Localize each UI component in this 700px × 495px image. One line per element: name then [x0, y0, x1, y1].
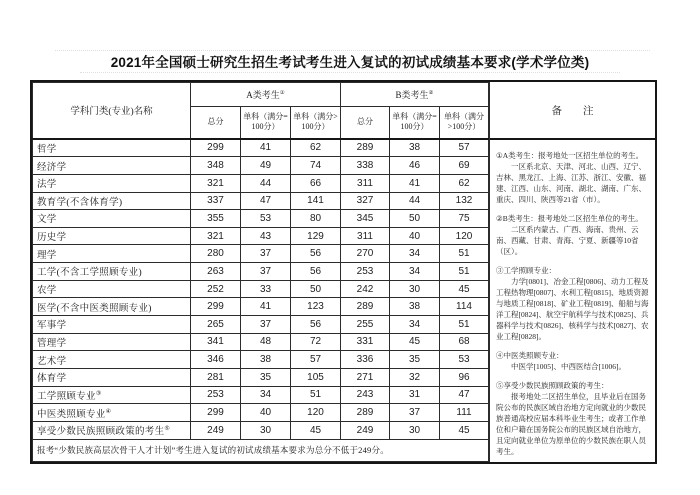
score-cell: 44 [241, 174, 291, 192]
score-cell: 348 [191, 157, 241, 175]
score-cell: 43 [241, 227, 291, 245]
score-cell: 56 [291, 316, 341, 334]
score-cell: 50 [291, 280, 341, 298]
table-row [33, 368, 489, 386]
score-cell: 355 [191, 210, 241, 228]
subject-cell: 理学 [33, 245, 191, 263]
remark-line: ②B类考生：报考地处二区招生单位的考生。 [496, 214, 643, 223]
watermark-line-under-title [80, 72, 620, 73]
table-row [33, 316, 489, 334]
score-cell: 56 [291, 263, 341, 281]
table-row [33, 227, 489, 245]
subject-cell: 哲学 [33, 139, 191, 157]
score-cell: 45 [440, 280, 489, 298]
remark-line: 一区系北京、天津、河北、山西、辽宁、吉林、黑龙江、上海、江苏、浙江、安徽、福建、江西、山东、河南、湖北、湖南、广东、重庆、四川、陕西等21省（市）。 [496, 162, 646, 204]
score-cell: 132 [440, 192, 489, 210]
score-cell: 40 [241, 404, 291, 422]
score-cell: 120 [440, 227, 489, 245]
score-cell: 341 [191, 333, 241, 351]
score-cell: 289 [341, 298, 390, 316]
score-cell: 50 [390, 210, 440, 228]
subject-cell: 法学 [33, 174, 191, 192]
subject-cell: 军事学 [33, 316, 191, 334]
header-single-eq100-a: 单科（满分=100分） [241, 107, 291, 139]
subject-cell: 文学 [33, 210, 191, 228]
subject-cell: 艺术学 [33, 351, 191, 369]
score-cell: 72 [291, 333, 341, 351]
score-cell: 265 [191, 316, 241, 334]
footer-note: 报考“少数民族高层次骨干人才计划”考生进入复试的初试成绩基本要求为总分不低于249分。 [33, 439, 489, 461]
group-b-header [341, 83, 489, 107]
score-cell: 51 [440, 316, 489, 334]
table-row [33, 404, 489, 422]
score-cell: 80 [291, 210, 341, 228]
score-cell: 270 [341, 245, 390, 263]
subject-cell: 管理学 [33, 333, 191, 351]
subject-cell: 医学(不含中医类照顾专业) [33, 298, 191, 316]
remark-line: ①A类考生：报考地处一区招生单位的考生。 [496, 151, 644, 160]
page-title: 2021年全国硕士研究生招生考试考生进入复试的初试成绩基本要求(学术学位类) [110, 55, 590, 70]
score-table [30, 80, 657, 464]
remarks-content [490, 140, 655, 462]
score-cell: 47 [440, 386, 489, 404]
score-cell: 41 [241, 139, 291, 157]
subject-footnote-mark: ③ [95, 390, 102, 397]
score-cell: 289 [341, 404, 390, 422]
score-cell: 242 [341, 280, 390, 298]
score-cell: 30 [390, 280, 440, 298]
remarks-panel [489, 82, 655, 462]
score-cell: 263 [191, 263, 241, 281]
table-row [33, 333, 489, 351]
score-cell: 68 [440, 333, 489, 351]
score-cell: 271 [341, 368, 390, 386]
subject-cell: 工学(不含工学照顾专业) [33, 263, 191, 281]
score-cell: 34 [241, 386, 291, 404]
table-row [33, 245, 489, 263]
subject-cell: 农学 [33, 280, 191, 298]
remark-column-header: 备 注 [490, 82, 655, 140]
score-table-grid [32, 82, 489, 462]
score-cell: 62 [440, 174, 489, 192]
header-single-gt100-b: 单科（满分>100分） [440, 107, 489, 139]
score-cell: 35 [390, 351, 440, 369]
subject-footnote-mark: ⑤ [164, 426, 170, 433]
score-cell: 66 [291, 174, 341, 192]
score-cell: 321 [191, 174, 241, 192]
remark-line: ⑤享受少数民族照顾政策的考生： [496, 381, 609, 390]
score-cell: 281 [191, 368, 241, 386]
score-cell: 30 [241, 421, 291, 439]
group-a-header [191, 83, 341, 107]
header-total-a: 总分 [191, 107, 241, 139]
table-row [33, 386, 489, 404]
score-cell: 253 [191, 386, 241, 404]
score-cell: 51 [440, 263, 489, 281]
footer-note-row [33, 439, 489, 461]
header-total-b: 总分 [341, 107, 390, 139]
score-cell: 105 [291, 368, 341, 386]
subject-cell: 教育学(不含体育学) [33, 192, 191, 210]
remark-line: 力学[0801]、冶金工程[0806]、动力工程及工程热物理[0807]、水利工程[0815]、地质资源与地质工程[0818]、矿业工程[0819]、船舶与海洋工程[0824]、航空宇航科学与技术[0825]、兵器科学与技术[0826]、核科学与技术[0827]、农业工程[0828]。 [496, 277, 649, 341]
score-cell: 38 [390, 298, 440, 316]
subject-footnote-mark: ④ [105, 408, 112, 415]
score-cell: 346 [191, 351, 241, 369]
score-cell: 53 [241, 210, 291, 228]
score-cell: 31 [390, 386, 440, 404]
score-cell: 243 [341, 386, 390, 404]
score-cell: 252 [191, 280, 241, 298]
subject-cell: 历史学 [33, 227, 191, 245]
score-cell: 49 [241, 157, 291, 175]
score-cell: 45 [440, 421, 489, 439]
score-cell: 336 [341, 351, 390, 369]
score-cell: 299 [191, 298, 241, 316]
score-table-body [33, 139, 489, 440]
score-cell: 331 [341, 333, 390, 351]
score-cell: 47 [241, 192, 291, 210]
score-cell: 57 [440, 139, 489, 157]
table-row [33, 157, 489, 175]
score-cell: 299 [191, 404, 241, 422]
table-row [33, 174, 489, 192]
score-cell: 249 [341, 421, 390, 439]
table-row [33, 351, 489, 369]
score-cell: 41 [390, 174, 440, 192]
score-cell: 34 [390, 316, 440, 334]
score-cell: 74 [291, 157, 341, 175]
table-row [33, 280, 489, 298]
subject-cell: 体育学 [33, 368, 191, 386]
score-cell: 41 [241, 298, 291, 316]
score-cell: 141 [291, 192, 341, 210]
score-cell: 34 [390, 245, 440, 263]
table-row [33, 139, 489, 157]
score-cell: 37 [241, 316, 291, 334]
score-cell: 38 [390, 139, 440, 157]
header-single-eq100-b: 单科（满分=100分） [390, 107, 440, 139]
score-cell: 40 [390, 227, 440, 245]
remark-line: 中医学[1005]、中西医结合[1006]。 [511, 362, 626, 371]
group-a-footnote-mark: ① [279, 90, 285, 96]
score-cell: 311 [341, 227, 390, 245]
score-cell: 249 [191, 421, 241, 439]
remark-paragraph [496, 213, 650, 257]
remark-line: 二区系内蒙古、广西、海南、贵州、云南、西藏、甘肃、青海、宁夏、新疆等10省（区）。 [496, 225, 639, 256]
score-cell: 337 [191, 192, 241, 210]
subject-cell: 享受少数民族照顾政策的考生⑤ [33, 421, 191, 439]
remark-paragraph [496, 350, 650, 372]
score-cell: 37 [390, 404, 440, 422]
score-cell: 114 [440, 298, 489, 316]
header-single-gt100-a: 单科（满分>100分） [291, 107, 341, 139]
table-row [33, 298, 489, 316]
remark-paragraph [496, 380, 650, 457]
remark-paragraph [496, 150, 650, 205]
score-cell: 38 [241, 351, 291, 369]
score-cell: 299 [191, 139, 241, 157]
score-cell: 253 [341, 263, 390, 281]
score-cell: 46 [390, 157, 440, 175]
score-cell: 45 [390, 333, 440, 351]
subject-cell: 中医类照顾专业④ [33, 404, 191, 422]
group-b-footnote-mark: ② [428, 90, 434, 96]
remark-line: ③工学照顾专业： [496, 266, 556, 275]
score-cell: 44 [390, 192, 440, 210]
score-cell: 120 [291, 404, 341, 422]
remark-line: ④中医类照顾专业： [496, 351, 564, 360]
score-cell: 51 [440, 245, 489, 263]
score-cell: 111 [440, 404, 489, 422]
score-cell: 33 [241, 280, 291, 298]
score-cell: 37 [241, 245, 291, 263]
score-cell: 34 [390, 263, 440, 281]
score-cell: 289 [341, 139, 390, 157]
score-cell: 75 [440, 210, 489, 228]
score-cell: 56 [291, 245, 341, 263]
table-row [33, 263, 489, 281]
score-cell: 30 [390, 421, 440, 439]
score-cell: 123 [291, 298, 341, 316]
score-cell: 311 [341, 174, 390, 192]
table-row [33, 421, 489, 439]
score-cell: 62 [291, 139, 341, 157]
table-row [33, 192, 489, 210]
score-cell: 255 [341, 316, 390, 334]
subject-cell: 工学照顾专业③ [33, 386, 191, 404]
score-cell: 69 [440, 157, 489, 175]
remark-paragraph [496, 265, 650, 342]
score-cell: 48 [241, 333, 291, 351]
score-cell: 37 [241, 263, 291, 281]
score-cell: 327 [341, 192, 390, 210]
table-row [33, 210, 489, 228]
score-cell: 57 [291, 351, 341, 369]
score-cell: 345 [341, 210, 390, 228]
score-cell: 51 [291, 386, 341, 404]
score-cell: 129 [291, 227, 341, 245]
score-cell: 32 [390, 368, 440, 386]
subject-cell: 经济学 [33, 157, 191, 175]
score-cell: 45 [291, 421, 341, 439]
subject-column-header: 学科门类(专业)名称 [33, 83, 191, 139]
score-cell: 321 [191, 227, 241, 245]
score-cell: 96 [440, 368, 489, 386]
score-cell: 35 [241, 368, 291, 386]
remark-line: 报考地处二区招生单位，且毕业后在国务院公布的民族区域自治地方定向就业的少数民族普通高校应届本科毕业生考生；或者工作单位和户籍在国务院公布的民族区域自治地方，且定向就业单位为原单位的少数民族在职人员考生。 [496, 392, 646, 456]
score-cell: 53 [440, 351, 489, 369]
group-a-label: A类考生 [246, 90, 280, 100]
score-cell: 280 [191, 245, 241, 263]
group-b-label: B类考生 [395, 90, 429, 100]
score-cell: 338 [341, 157, 390, 175]
